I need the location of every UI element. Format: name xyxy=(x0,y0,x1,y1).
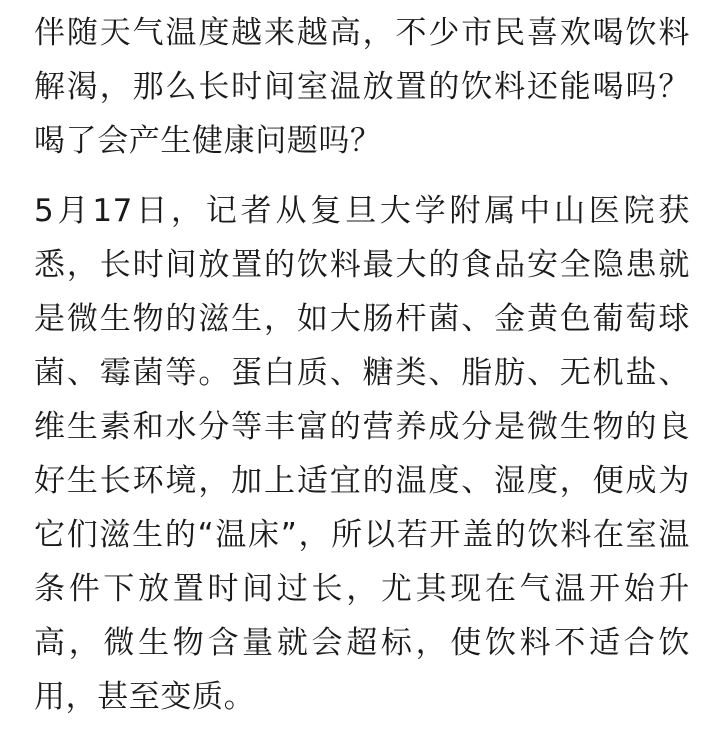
article-body xyxy=(34,6,690,724)
paragraph-report: 5月17日，记者从复旦大学附属中山医院获悉，长时间放置的饮料最大的食品安全隐患就是微生物的滋生，如大肠杆菌、金黄色葡萄球菌、霉菌等。蛋白质、糖类、脂肪、无机盐、维生素和水分等丰富的营养成分是微生物的良好生长环境，加上适宜的温度、湿度，便成为它们滋生的“温床”，所以若开盖的饮料在室温条件下放置时间过长，尤其现在气温开始升高，微生物含量就会超标，使饮料不适合饮用，甚至变质。 xyxy=(34,193,690,715)
paragraph-intro: 伴随天气温度越来越高，不少市民喜欢喝饮料解渴，那么长时间室温放置的饮料还能喝吗？喝了会产生健康问题吗？ xyxy=(34,15,690,159)
